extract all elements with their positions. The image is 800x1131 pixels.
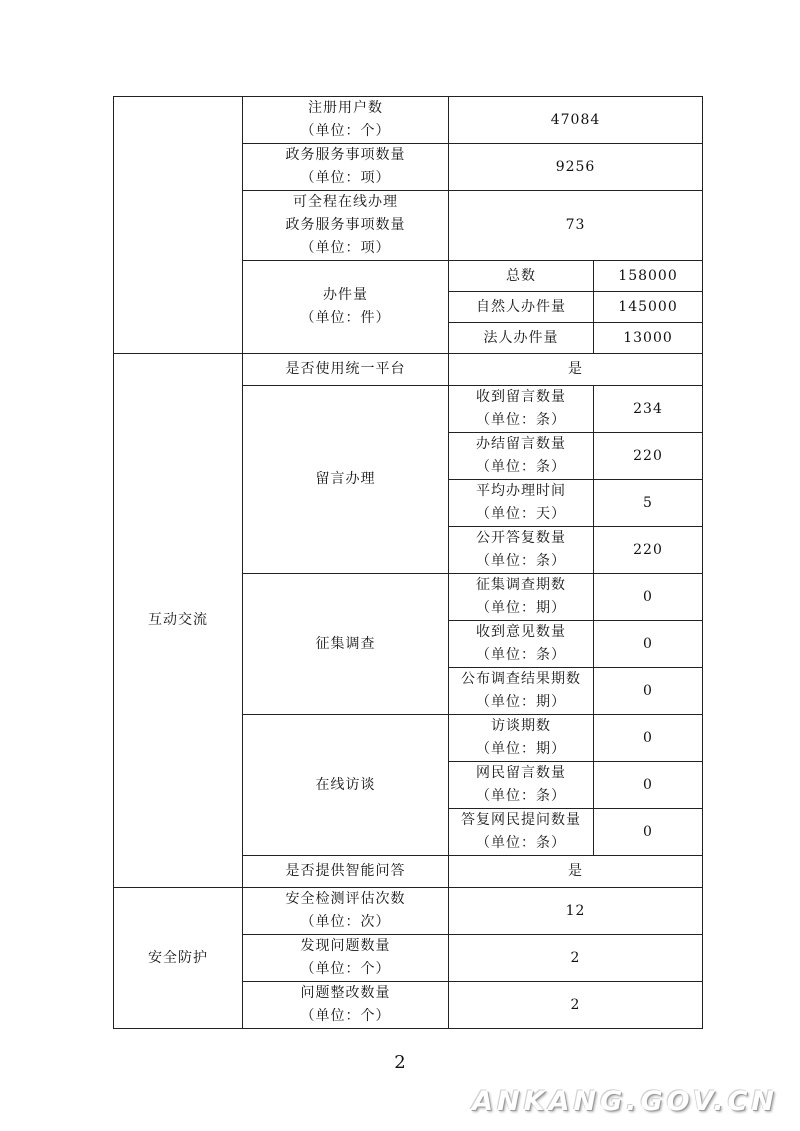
row-label-cell: 办件量 （单位：件） (243, 261, 449, 354)
value-cell: 0 (594, 809, 703, 856)
sub-label-cell: 征集调查期数 （单位：期） (449, 574, 594, 621)
sub-label-cell: 访谈期数 （单位：期） (449, 715, 594, 762)
group-label-cell: 在线访谈 (243, 715, 449, 856)
value-cell: 0 (594, 668, 703, 715)
value-cell: 12 (449, 888, 703, 935)
value-cell: 2 (449, 982, 703, 1029)
sub-label-cell: 平均办理时间 （单位：天） (449, 480, 594, 527)
sub-label-cell: 公开答复数量 （单位：条） (449, 527, 594, 574)
sub-label-cell: 网民留言数量 （单位：条） (449, 762, 594, 809)
category-cell: 安全防护 (114, 888, 243, 1029)
row-label-cell: 可全程在线办理 政务服务事项数量 （单位：项） (243, 191, 449, 261)
value-cell: 220 (594, 433, 703, 480)
sub-label-cell: 办结留言数量 （单位：条） (449, 433, 594, 480)
row-label-cell: 安全检测评估次数 （单位：次） (243, 888, 449, 935)
category-cell: 互动交流 (114, 354, 243, 888)
group-label-cell: 留言办理 (243, 386, 449, 574)
value-cell: 5 (594, 480, 703, 527)
value-cell: 2 (449, 935, 703, 982)
value-cell: 73 (449, 191, 703, 261)
sub-label-cell: 总数 (449, 261, 594, 292)
value-cell: 0 (594, 574, 703, 621)
site-watermark: ANKANG.GOV.CN (472, 1086, 778, 1117)
sub-label-cell: 法人办件量 (449, 323, 594, 354)
value-cell: 47084 (449, 97, 703, 144)
category-cell-empty (114, 97, 243, 354)
value-cell: 145000 (594, 292, 703, 323)
value-cell: 234 (594, 386, 703, 433)
row-label-cell: 注册用户数 （单位：个） (243, 97, 449, 144)
table-row (114, 354, 703, 386)
row-label-cell: 发现问题数量 （单位：个） (243, 935, 449, 982)
value-cell: 0 (594, 621, 703, 668)
value-cell: 是 (449, 354, 703, 386)
sub-label-cell: 答复网民提问数量 （单位：条） (449, 809, 594, 856)
sub-label-cell: 自然人办件量 (449, 292, 594, 323)
value-cell: 0 (594, 762, 703, 809)
statistics-table (113, 96, 703, 1029)
value-cell: 13000 (594, 323, 703, 354)
row-label-cell: 问题整改数量 （单位：个） (243, 982, 449, 1029)
row-label-cell: 是否使用统一平台 (243, 354, 449, 386)
value-cell: 220 (594, 527, 703, 574)
value-cell: 是 (449, 856, 703, 888)
value-cell: 158000 (594, 261, 703, 292)
sub-label-cell: 收到留言数量 （单位：条） (449, 386, 594, 433)
page-number: 2 (394, 1052, 406, 1073)
group-label-cell: 征集调查 (243, 574, 449, 715)
value-cell: 0 (594, 715, 703, 762)
sub-label-cell: 收到意见数量 （单位：条） (449, 621, 594, 668)
table-row (114, 888, 703, 935)
row-label-cell: 是否提供智能问答 (243, 856, 449, 888)
sub-label-cell: 公布调查结果期数 （单位：期） (449, 668, 594, 715)
row-label-cell: 政务服务事项数量 （单位：项） (243, 144, 449, 191)
value-cell: 9256 (449, 144, 703, 191)
table-row (114, 97, 703, 144)
